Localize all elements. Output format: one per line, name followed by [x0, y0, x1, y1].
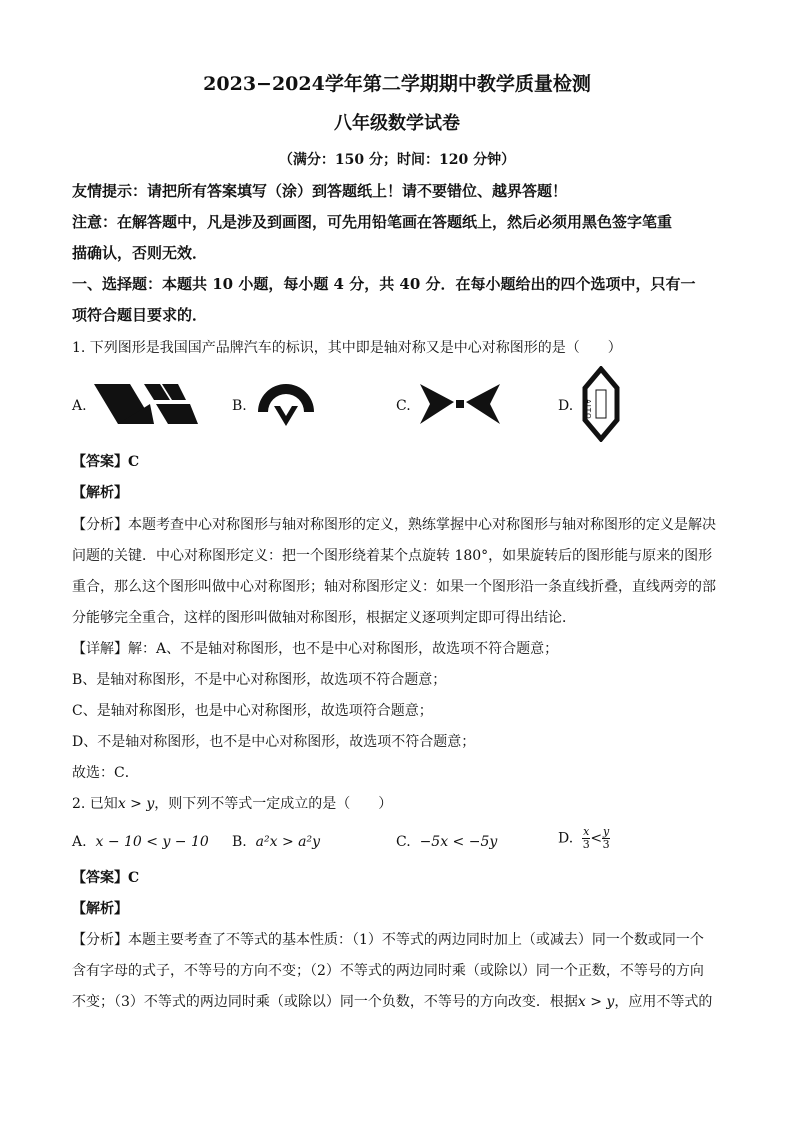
q2-answer: 【答案】C: [72, 870, 140, 886]
q1-answer: 【答案】C: [72, 454, 140, 470]
q1-option-a-label: A.: [72, 398, 87, 414]
exam-title: 2023−2024学年第二学期期中教学质量检测: [203, 73, 591, 95]
q2-option-d-left-fraction: $\frac{x}{3}$: [582, 825, 590, 851]
q2-option-a-expr: x − 10 < y − 10: [95, 834, 209, 850]
q2-option-d-right-fraction: $\frac{y}{3}$: [602, 825, 610, 851]
q1-analysis-line-2: 问题的关键．中心对称图形定义：把一个图形绕着某个点旋转 180°，如果旋转后的图形能与原来的图形: [72, 548, 713, 564]
q1-analysis-label: 【解析】: [72, 485, 128, 501]
q1-option-d-label: D.: [558, 398, 574, 414]
q2-analysis-line-1: 【分析】本题主要考查了不等式的基本性质：（1）不等式的两边同时加上（或减去）同一个数或同一个: [72, 932, 704, 948]
q1-option-b-label: B.: [232, 398, 247, 414]
q2-option-b-expr: a²x > a²y: [255, 834, 321, 850]
q1-option-c-label: C.: [396, 398, 411, 414]
q1-detail-line-4: D、不是轴对称图形，也不是中心对称图形，故选项不符合题意；: [72, 734, 476, 750]
q1-detail-line-1: 【详解】解：A、不是轴对称图形，也不是中心对称图形，故选项不符合题意；: [72, 641, 559, 657]
lixiang-logo-icon: [92, 382, 202, 426]
nio-logo-icon: [254, 376, 318, 428]
q2-stem-suffix: ，则下列不等式一定成立的是（ ）: [154, 796, 393, 812]
section-1-line-2: 项符合题目要求的．: [72, 306, 208, 324]
section-1-line-1: 一、选择题：本题共 10 小题，每小题 4 分，共 40 分．在每小题给出的四个选项中，只有一: [72, 275, 696, 293]
q2-option-c-label: C.: [396, 834, 411, 850]
q2-stem: [72, 794, 392, 814]
aito-logo-text: AITO: [584, 399, 592, 420]
q2-option-b: [232, 832, 320, 852]
q2-stem-math: x > y: [117, 796, 155, 812]
note-line-1: 注意：在解答题中，凡是涉及到画图，可先用铅笔画在答题纸上，然后必须用黑色签字笔重: [72, 213, 673, 231]
xpeng-logo-icon: [418, 382, 502, 426]
q1-analysis-line-1: 【分析】本题考查中心对称图形与轴对称图形的定义，熟练掌握中心对称图形与轴对称图形的定义是解决: [72, 517, 716, 533]
q2-option-d: [558, 826, 610, 851]
exam-meta: （满分：150 分；时间：120 分钟）: [278, 152, 516, 168]
q1-analysis-line-3: 重合，那么这个图形叫做中心对称图形；轴对称图形定义：如果一个图形沿一条直线折叠，直线两旁的部: [72, 579, 716, 595]
exam-subtitle: 八年级数学试卷: [334, 113, 460, 134]
q2-analysis-math: x > y: [577, 994, 615, 1010]
note-line-2: 描确认，否则无效．: [72, 244, 208, 262]
q1-detail-line-3: C、是轴对称图形，也是中心对称图形，故选项符合题意；: [72, 703, 433, 719]
q2-analysis-line-3: 不变；（3）不等式的两边同时乘（或除以）同一个负数，不等号的方向改变．根据x > y，应用不等式的: [72, 994, 713, 1010]
q1-analysis-line-4: 分能够完全重合，这样的图形叫做轴对称图形，根据定义逐项判定即可得出结论．: [72, 610, 576, 626]
q2-option-c-expr: −5x < −5y: [419, 834, 498, 850]
q1-detail-line-5: 故选：C．: [72, 765, 139, 781]
friendly-tip: 友情提示：请把所有答案填写（涂）到答题纸上！请不要错位、越界答题！: [72, 182, 568, 200]
q2-option-c: [396, 832, 497, 852]
q2-option-a-label: A.: [72, 834, 87, 850]
q2-analysis-line-2: 含有字母的式子，不等号的方向不变；（2）不等式的两边同时乘（或除以）同一个正数，不等号的方向: [72, 963, 704, 979]
q1-stem: 1. 下列图形是我国国产品牌汽车的标识，其中即是轴对称又是中心对称图形的是（ ）: [72, 340, 622, 356]
q1-detail-line-2: B、是轴对称图形，不是中心对称图形，故选项不符合题意；: [72, 672, 447, 688]
q2-option-d-label: D.: [558, 830, 574, 847]
q2-option-b-label: B.: [232, 834, 247, 850]
q2-analysis-label: 【解析】: [72, 901, 128, 917]
q2-option-a: [72, 832, 209, 852]
q2-stem-prefix: 2. 已知: [72, 796, 118, 812]
q2-option-d-relation: <: [590, 830, 603, 847]
